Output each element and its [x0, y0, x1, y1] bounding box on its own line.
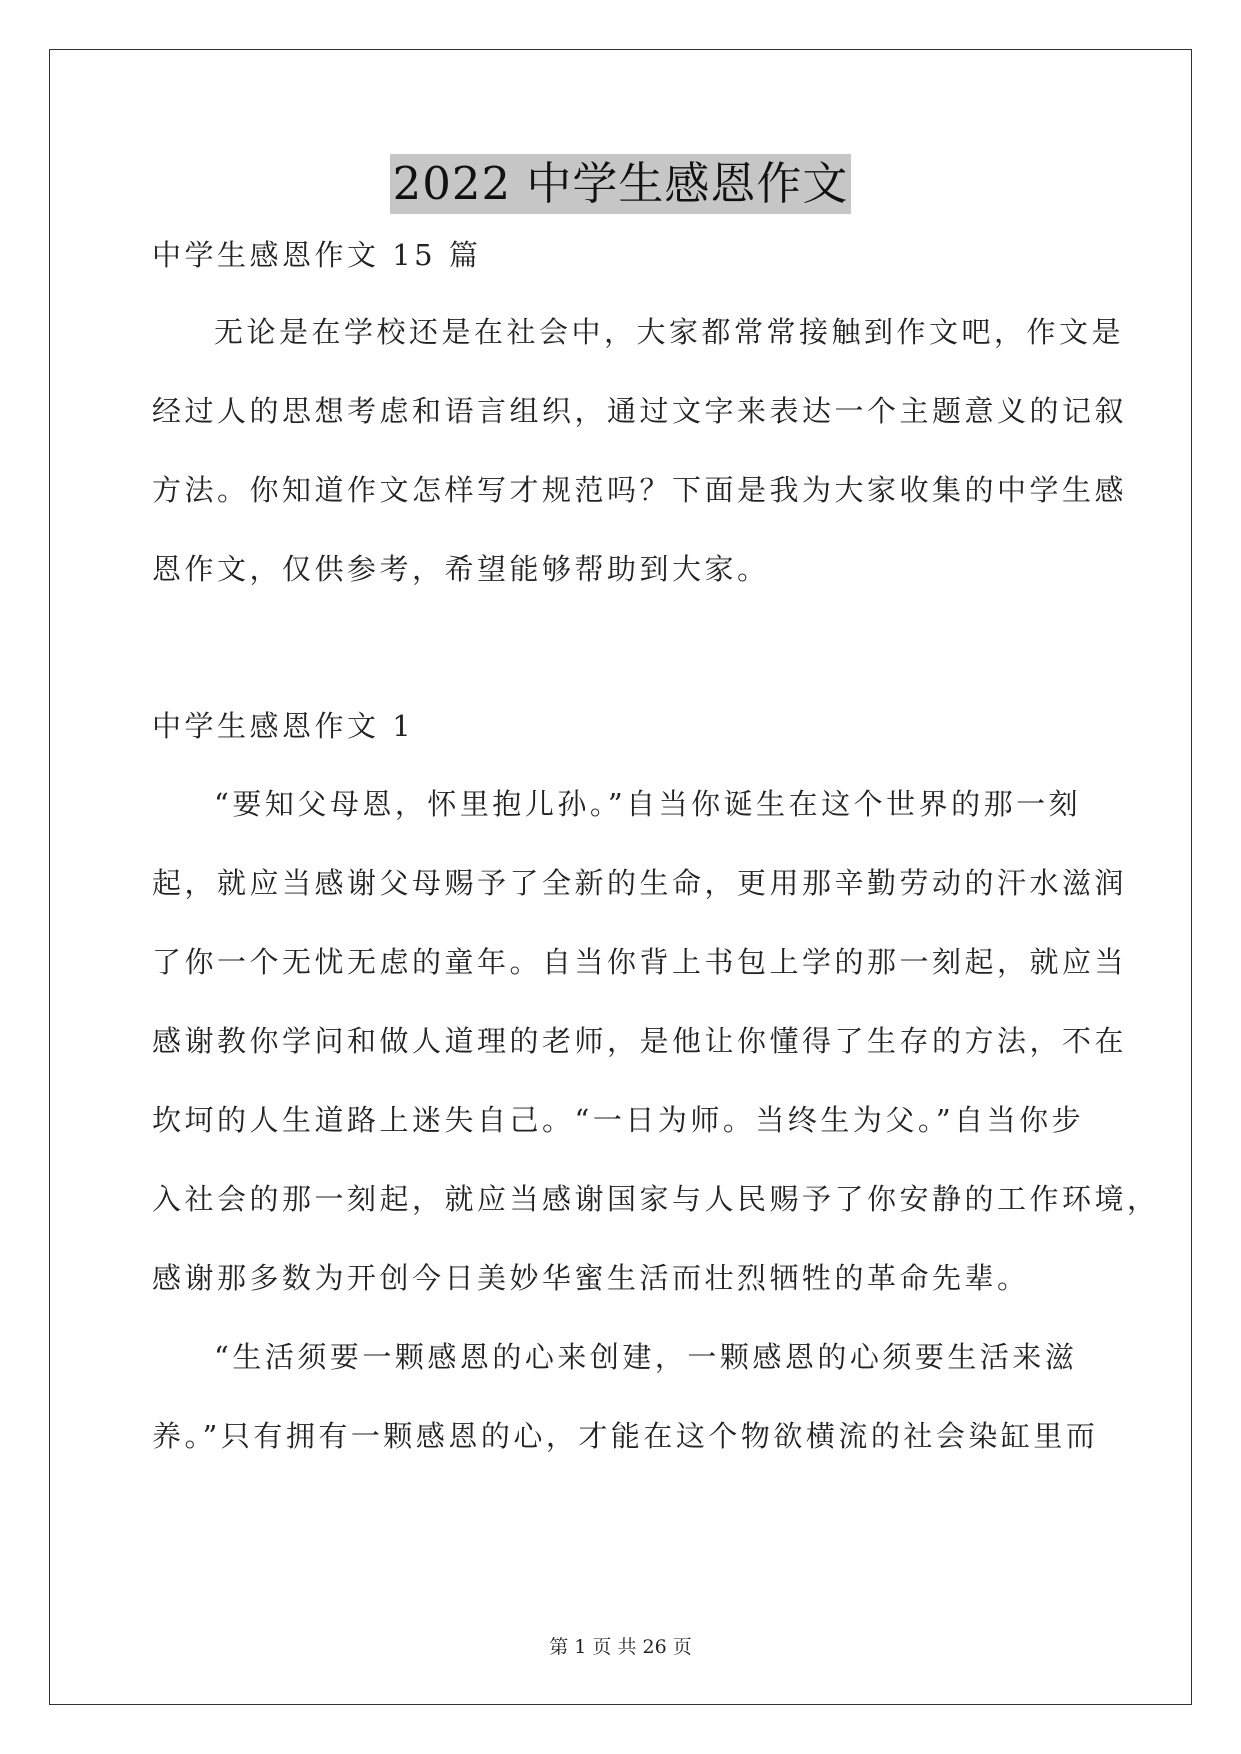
- paragraph-line: 坎坷的人生道路上迷失自己。“一日为师。当终生为父。”自当你步: [152, 1103, 1085, 1137]
- document-subtitle: 中学生感恩作文 15 篇: [152, 238, 482, 272]
- paragraph-line: 无论是在学校还是在社会中，大家都常常接触到作文吧，作文是: [214, 315, 1125, 349]
- intro-paragraph: [152, 313, 1128, 589]
- body-paragraph: [152, 1338, 1102, 1456]
- paragraph-line: “生活须要一颗感恩的心来创建，一颗感恩的心须要生活来滋: [214, 1340, 1078, 1374]
- paragraph-line: 恩作文，仅供参考，希望能够帮助到大家。: [152, 552, 770, 586]
- paragraph-line: 感谢那多数为开创今日美妙华蜜生活而壮烈牺牲的革命先辈。: [152, 1261, 1030, 1295]
- paragraph-line: “要知父母恩，怀里抱儿孙。”自当你诞生在这个世界的那一刻: [214, 787, 1082, 821]
- document-body: [152, 232, 1160, 1456]
- paragraph-line: 起，就应当感谢父母赐予了全新的生命，更用那辛勤劳动的汗水滋润: [152, 866, 1128, 900]
- paragraph-line: 经过人的思想考虑和语言组织，通过文字来表达一个主题意义的记叙: [152, 394, 1128, 428]
- paragraph-line: 了你一个无忧无虑的童年。自当你背上书包上学的那一刻起，就应当: [152, 945, 1128, 979]
- section-heading: 中学生感恩作文 1: [152, 709, 415, 743]
- paragraph-line: 方法。你知道作文怎样写才规范吗？下面是我为大家收集的中学生感: [152, 473, 1128, 507]
- document-title: 2022 中学生感恩作文: [390, 154, 852, 214]
- title-container: [0, 154, 1241, 214]
- paragraph-line: 感谢教你学问和做人道理的老师，是他让你懂得了生存的方法，不在: [152, 1024, 1128, 1058]
- paragraph-line: 养。”只有拥有一颗感恩的心，才能在这个物欲横流的社会染缸里而: [152, 1419, 1099, 1453]
- body-paragraph: [152, 785, 1160, 1298]
- paragraph-line: 入社会的那一刻起，就应当感谢国家与人民赐予了你安静的工作环境，: [152, 1182, 1160, 1216]
- page-footer: 第 1 页 共 26 页: [549, 1636, 692, 1658]
